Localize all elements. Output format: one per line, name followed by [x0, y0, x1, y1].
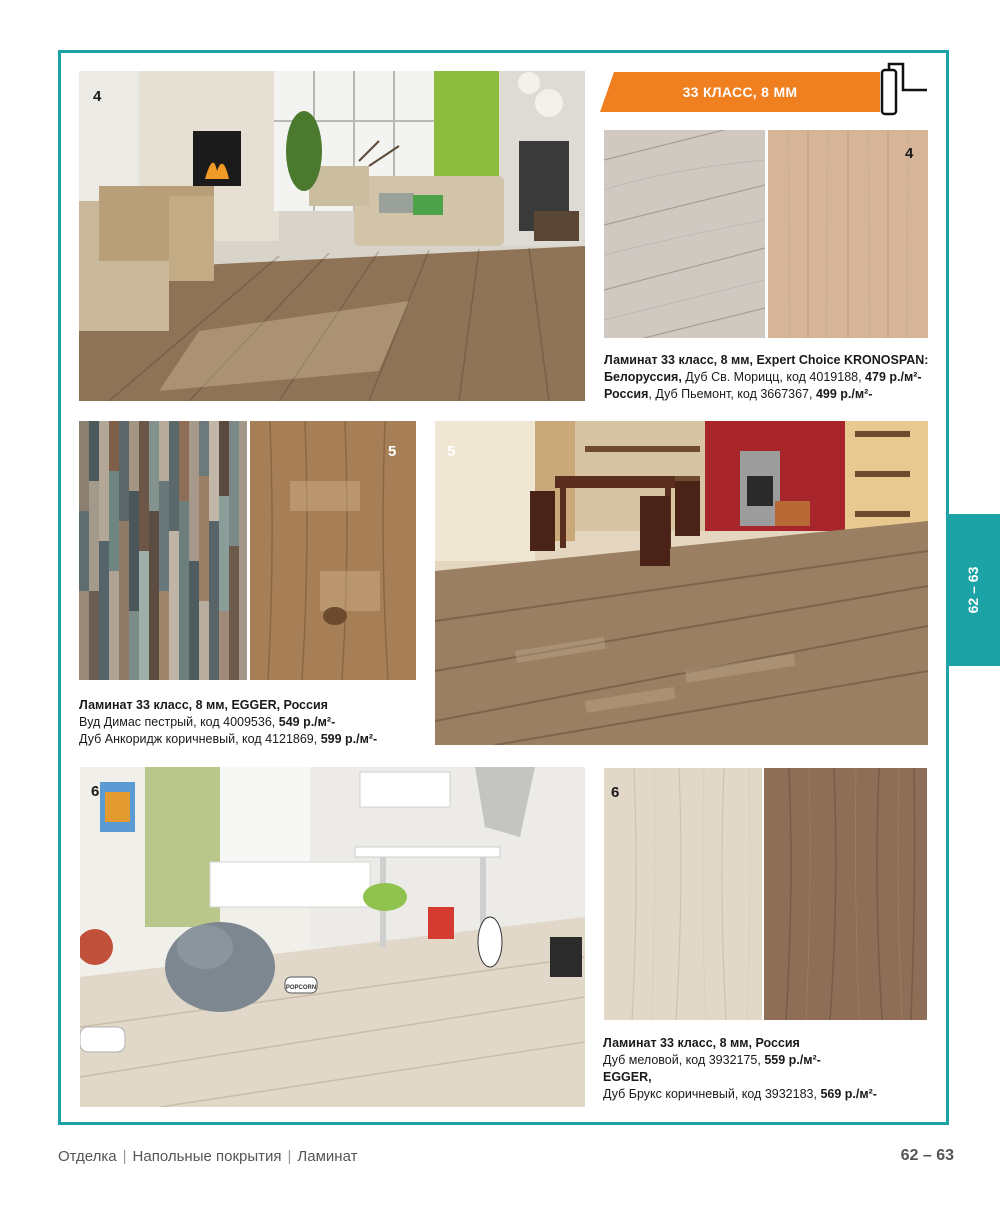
class-banner: [600, 72, 880, 112]
caption-egger-6: [603, 1035, 933, 1103]
photo-number-4: 4: [93, 88, 102, 105]
caption-egger-5-price1: 549 р./м²-: [278, 715, 336, 729]
footer-breadcrumb: [58, 1148, 357, 1165]
swatch-dub-piemont: [768, 130, 928, 338]
living-room-photo: [79, 71, 585, 401]
caption-kronospan-country2: Россия: [604, 387, 649, 401]
caption-egger-6-price2: 569 р./м²-: [820, 1087, 877, 1101]
page-side-tab: [947, 514, 1000, 666]
caption-egger-6-line2: Дуб Брукс коричневый, код 3932183,: [603, 1087, 821, 1101]
caption-egger-5-price2: 599 р./м²-: [320, 732, 378, 746]
swatch-dub-melovoy: [604, 768, 762, 1020]
class-banner-label: 33 КЛАСС, 8 ММ: [682, 84, 798, 100]
side-tab-pages: 62 – 63: [965, 566, 981, 614]
caption-kronospan-title: Ламинат 33 класс, 8 мм, Expert Choice KRONOSPAN:: [604, 353, 929, 367]
caption-egger-6-price1: 559 р./м²-: [764, 1053, 821, 1067]
swatch-number-5: 5: [388, 443, 397, 460]
popcorn-label: POPCORN: [285, 985, 317, 991]
swatch-dub-sv-moritc: [604, 130, 765, 338]
caption-egger-5-title: Ламинат 33 класс, 8 мм, EGGER, Россия: [79, 698, 328, 712]
footer-crumb-otdelka[interactable]: Отделка: [58, 1148, 117, 1165]
footer-separator: |: [122, 1148, 127, 1165]
footer-crumb-laminat[interactable]: Ламинат: [297, 1148, 358, 1165]
caption-egger-6-title: Ламинат 33 класс, 8 мм, Россия: [603, 1036, 800, 1050]
photo-number-5: 5: [447, 443, 456, 460]
paint-roller-icon: [879, 62, 931, 118]
swatch-number-6: 6: [611, 784, 620, 801]
caption-kronospan-price2: 499 р./м²-: [815, 387, 873, 401]
caption-kronospan-country1: Белоруссия,: [604, 370, 682, 384]
caption-kronospan-price1: 479 р./м²-: [865, 370, 922, 384]
footer-crumb-napolnye[interactable]: Напольные покрытия: [132, 1148, 282, 1165]
caption-egger-5: [79, 697, 429, 748]
swatch-dub-bruks: [764, 768, 927, 1020]
caption-egger-6-line1: Дуб меловой, код 3932175,: [603, 1053, 765, 1067]
photo-number-6: 6: [91, 783, 100, 800]
caption-kronospan-line1: Дуб Св. Морицц, код 4019188,: [681, 370, 866, 384]
dining-room-photo: [435, 421, 928, 745]
swatch-vud-dimas: [79, 421, 247, 680]
footer-page-numbers: 62 – 63: [900, 1147, 954, 1164]
teen-room-photo: [80, 767, 585, 1107]
swatch-number-4: 4: [905, 145, 914, 162]
caption-egger-5-line1: Вуд Димас пестрый, код 4009536,: [79, 715, 279, 729]
caption-egger-5-line2: Дуб Анкоридж коричневый, код 4121869,: [79, 732, 321, 746]
caption-kronospan-line2: , Дуб Пьемонт, код 3667367,: [648, 387, 816, 401]
caption-kronospan: [604, 352, 934, 403]
caption-egger-6-brand: EGGER,: [603, 1070, 652, 1084]
footer-separator: |: [287, 1148, 292, 1165]
